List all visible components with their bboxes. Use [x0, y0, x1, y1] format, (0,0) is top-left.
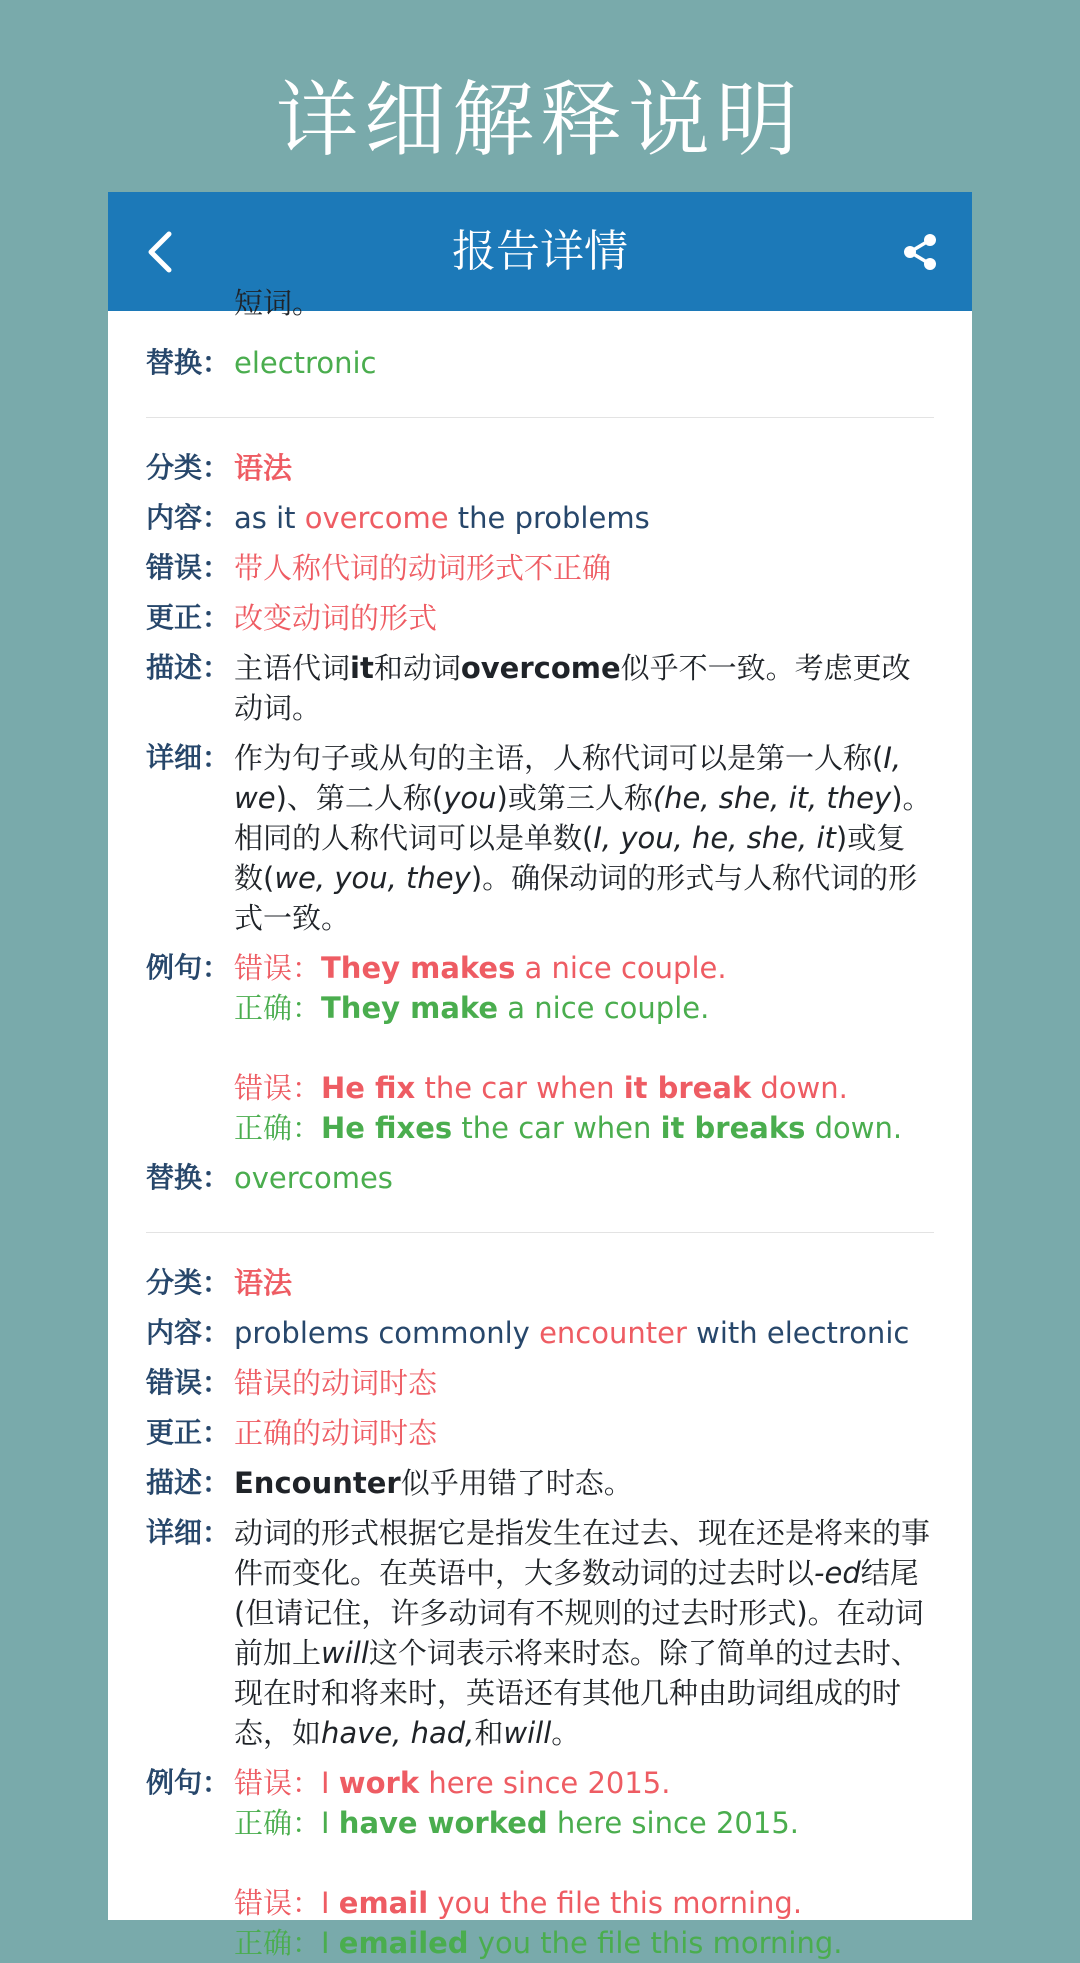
example-wrong: 错误：I email you the file this morning.	[234, 1886, 803, 1920]
examples-list	[234, 1763, 934, 1963]
replace-row: 替换： overcomes	[146, 1158, 934, 1198]
error-row: 错误： 错误的动词时态	[146, 1366, 438, 1400]
replace-row: 替换： electronic	[146, 343, 934, 383]
correction-row: 更正： 正确的动词时态	[146, 1416, 438, 1450]
correction-row: 更正： 改变动词的形式	[146, 601, 438, 635]
category-value: 语法	[234, 1266, 293, 1300]
phone-screen	[108, 192, 972, 1960]
content-row: 内容： as it overcome the problems	[146, 501, 650, 535]
description-row: 描述： 主语代词it和动词overcome似乎不一致。考虑更改动词。	[146, 651, 911, 725]
divider	[146, 417, 934, 418]
example-wrong: 错误：They makes a nice couple.	[234, 951, 727, 985]
category-value: 语法	[234, 451, 293, 485]
example-right: 正确：He fixes the car when it breaks down.	[234, 1111, 903, 1145]
example-wrong: 错误：I work here since 2015.	[234, 1766, 671, 1800]
app-bar-title: 报告详情	[452, 226, 628, 277]
content-row: 内容： problems commonly encounter with electronic	[146, 1316, 910, 1350]
example-right: 正确：They make a nice couple.	[234, 991, 710, 1025]
example-right: 正确：I have worked here since 2015.	[234, 1806, 799, 1840]
error-row: 错误： 带人称代词的动词形式不正确	[146, 551, 612, 585]
share-button[interactable]	[894, 226, 946, 278]
promo-banner-title: 详细解释说明	[275, 73, 804, 168]
issue-card	[146, 1263, 934, 1963]
example-right: 正确：I emailed you the file this morning.	[234, 1926, 843, 1960]
issue-card	[146, 448, 934, 1198]
examples-row: 例句： 错误：They makes a nice couple. 正确：They make a nice couple. 错误：He fix the car when it break down. 正确：He fixes the car when it breaks down.	[146, 948, 934, 1148]
share-icon	[900, 232, 940, 272]
examples-list	[234, 948, 934, 1148]
detail-row: 详细： 作为句子或从句的主语，人称代词可以是第一人称(I, we)、第二人称(you)或第三人称(he, she, it, they)。相同的人称代词可以是单数(I, you, he, she, it)或复数(we, you, they)。确保动词的形式与人称代词的形式一致。	[146, 741, 932, 935]
report-content	[146, 286, 934, 1963]
divider	[146, 1232, 934, 1233]
category-row: 分类： 语法	[146, 448, 934, 488]
example-wrong: 错误：He fix the car when it break down.	[234, 1071, 848, 1105]
detail-row: 详细： 动词的形式根据它是指发生在过去、现在还是将来的事件而变化。在英语中，大多数动词的过去时以-ed结尾(但请记住，许多动词有不规则的过去时形式)。在动词前加上will这个词表示将来时态。除了简单的过去时、现在时和将来时，英语还有其他几种由助词组成的时态，如have, had,和will。	[146, 1516, 931, 1750]
cut-off-text: 短词。	[234, 286, 322, 320]
replace-suggestion[interactable]: electronic	[234, 346, 377, 380]
category-row: 分类： 语法	[146, 1263, 934, 1303]
description-row: 描述： Encounter似乎用错了时态。	[146, 1466, 633, 1500]
examples-row: 例句： 错误：I work here since 2015. 正确：I have worked here since 2015. 错误：I email you the file this morning. 正确：I emailed you the file this morning.	[146, 1763, 934, 1963]
replace-suggestion[interactable]: overcomes	[234, 1161, 393, 1195]
